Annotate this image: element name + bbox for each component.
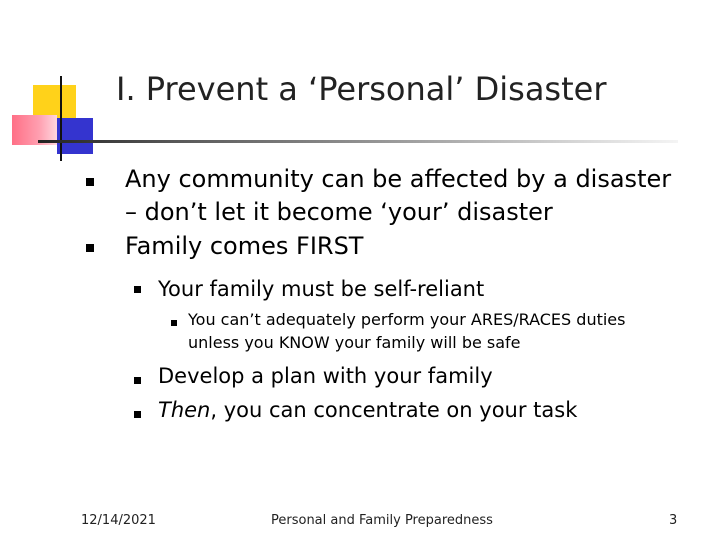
sub-bullet-develop-plan: Develop a plan with your family [158,364,493,388]
bullet-community-line1: Any community can be affected by a disaster [125,165,672,193]
sub-sub-bullet-line2: unless you KNOW your family will be safe [188,333,521,352]
footer-date: 12/14/2021 [81,513,156,528]
title-underline [38,140,678,143]
page-number: 3 [669,513,678,528]
sub-bullet-concentrate-rest: , you can concentrate on your task [210,398,578,422]
sub-bullet-marker [134,377,141,384]
sub-sub-bullet-marker [171,320,177,326]
sub-sub-bullet-line1: You can’t adequately perform your ARES/RACES duties [188,310,626,329]
sub-bullet-marker [134,286,141,293]
decor-vertical-line [60,76,62,161]
slide-title: I. Prevent a ‘Personal’ Disaster [116,70,607,108]
sub-bullet-self-reliant: Your family must be self-reliant [158,277,485,301]
bullet-family-first: Family comes FIRST [125,232,364,260]
sub-bullet-marker [134,411,141,418]
bullet-marker [86,244,94,252]
decor-blue-square [57,118,93,154]
emphasis-then: Then [158,398,211,422]
footer-title: Personal and Family Preparedness [271,513,493,528]
bullet-marker [86,178,94,186]
bullet-community-line2: – don’t let it become ‘your’ disaster [125,198,553,226]
sub-bullet-concentrate [158,397,577,423]
